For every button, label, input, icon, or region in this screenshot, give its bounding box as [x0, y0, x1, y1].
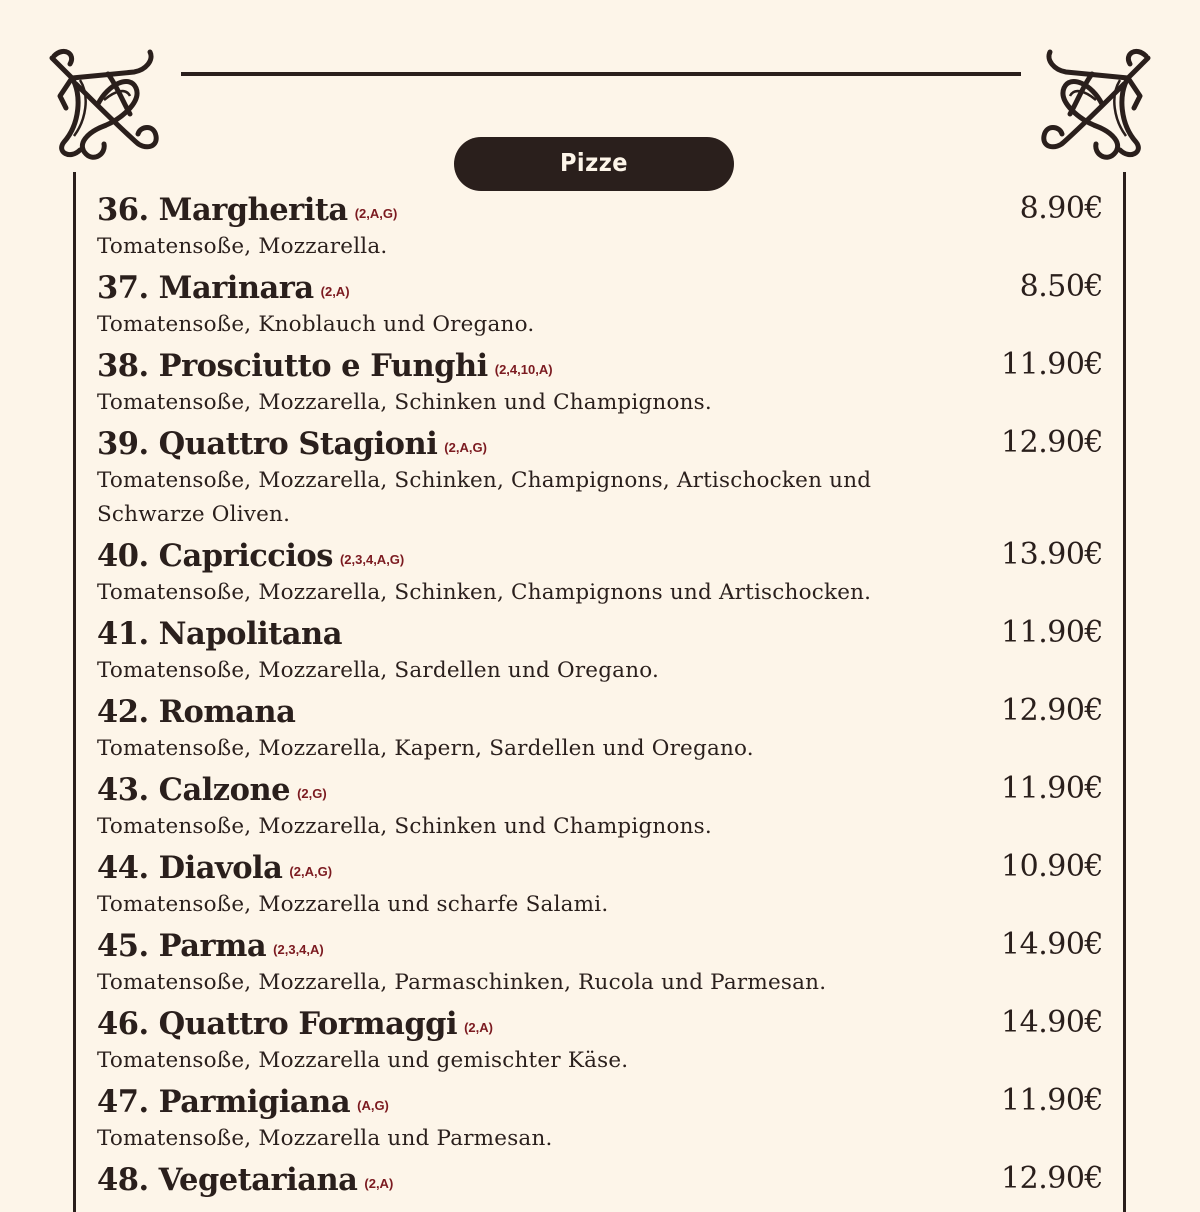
menu-item-description: Tomatensoße, Mozzarella, Parmaschinken, Rucola und Parmesan. [97, 970, 827, 995]
menu-item-description: Tomatensoße, Mozzarella, Schinken und Champignons. [97, 390, 712, 415]
menu-item-description: Tomatensoße, Mozzarella und scharfe Salami. [97, 892, 609, 917]
menu-item-name: 48. Vegetariana [97, 1162, 358, 1198]
menu-item-header [97, 766, 1103, 815]
menu-item-name: 39. Quattro Stagioni [97, 426, 438, 462]
menu-item-header [97, 610, 1103, 659]
menu-item [97, 688, 1103, 766]
allergen-codes: (2,A,G) [354, 206, 398, 221]
menu-item-price: 11.90€ [1001, 1083, 1103, 1118]
section-title-pizze: Pizze [454, 137, 734, 191]
allergen-codes: (2,A) [464, 1020, 493, 1035]
menu-item-header [97, 922, 1103, 971]
menu-item-header [97, 186, 1103, 235]
left-border-line [73, 172, 76, 1212]
menu-item-name: 46. Quattro Formaggi [97, 1006, 458, 1042]
menu-item-header [97, 1156, 1103, 1205]
allergen-codes: (2,A,G) [289, 864, 333, 879]
menu-item-header [97, 844, 1103, 893]
menu-item [97, 1000, 1103, 1078]
menu-item-description: Tomatensoße, Mozzarella, Schinken und Champignons. [97, 814, 712, 839]
allergen-codes: (2,A) [320, 284, 350, 299]
menu-item-price: 12.90€ [1001, 1161, 1103, 1196]
menu-item-price: 12.90€ [1001, 425, 1103, 460]
menu-item-header [97, 342, 1103, 391]
menu-item-name: 47. Parmigiana [97, 1084, 351, 1120]
allergen-codes: (2,G) [297, 786, 327, 801]
menu-item-price: 12.90€ [1001, 693, 1103, 728]
menu-item-price: 8.90€ [1019, 191, 1103, 226]
allergen-codes: (2,A) [364, 1176, 394, 1191]
menu-item [97, 922, 1103, 1000]
menu-item [97, 342, 1103, 420]
menu-item [97, 532, 1103, 610]
menu-item-description: Tomatensoße, Mozzarella, Kapern, Sardellen und Oregano. [97, 736, 754, 761]
menu-item-name: 43. Calzone [97, 772, 291, 808]
menu-item-price: 11.90€ [1001, 771, 1103, 806]
menu-item-price: 14.90€ [1001, 927, 1103, 962]
art-nouveau-swirl-icon [46, 44, 164, 164]
menu-item-name: 45. Parma [97, 928, 267, 964]
menu-item-header [97, 688, 1103, 737]
menu-item-name: 38. Prosciutto e Funghi [97, 348, 488, 384]
menu-item-price: 14.90€ [1001, 1005, 1103, 1040]
menu-item-name: 36. Margherita [97, 192, 348, 228]
allergen-codes: (2,A,G) [444, 440, 487, 455]
right-border-line [1123, 172, 1126, 1212]
menu-item-price: 13.90€ [1001, 537, 1103, 572]
menu-item-name: 41. Napolitana [97, 616, 342, 652]
menu-item-name: 44. Diavola [97, 850, 283, 886]
allergen-codes: (2,4,10,A) [494, 362, 553, 377]
menu-item [97, 844, 1103, 922]
art-nouveau-swirl-icon [1036, 44, 1154, 164]
menu-item-header [97, 264, 1103, 313]
menu-item [97, 1078, 1103, 1156]
menu-item [97, 610, 1103, 688]
menu-item-header [97, 420, 1103, 469]
menu-item-description: Tomatensoße, Mozzarella, Sardellen und Oregano. [97, 658, 660, 683]
menu-item-name: 37. Marinara [97, 270, 314, 306]
menu-item-price: 10.90€ [1001, 849, 1103, 884]
menu-item-price: 8.50€ [1019, 269, 1103, 304]
menu-item-name: 40. Capriccios [97, 538, 333, 574]
menu-item-description: Tomatensoße, Mozzarella und Parmesan. [97, 1126, 553, 1151]
menu-item [97, 1156, 1103, 1205]
menu-item [97, 420, 1103, 532]
allergen-codes: (2,3,4,A) [273, 942, 324, 957]
top-divider-line [181, 72, 1021, 76]
menu-item-description: Tomatensoße, Mozzarella. [97, 234, 388, 259]
menu-item-header [97, 532, 1103, 581]
menu-item-description: Tomatensoße, Mozzarella, Schinken, Champignons und Artischocken. [97, 580, 872, 605]
menu-item [97, 264, 1103, 342]
allergen-codes: (A,G) [357, 1098, 389, 1113]
menu-item [97, 186, 1103, 264]
menu-item-header [97, 1078, 1103, 1127]
menu-item-price: 11.90€ [1001, 347, 1103, 382]
menu-item-description: Tomatensoße, Mozzarella und gemischter Käse. [97, 1048, 629, 1073]
menu-item-list [97, 186, 1103, 1205]
menu-item-header [97, 1000, 1103, 1049]
menu-item-price: 11.90€ [1001, 615, 1103, 650]
menu-item-description: Tomatensoße, Mozzarella, Schinken, Champignons, Artischocken und Schwarze Oliven. [97, 468, 872, 527]
allergen-codes: (2,3,4,A,G) [339, 552, 405, 567]
menu-item-name: 42. Romana [97, 694, 296, 730]
menu-item-description: Tomatensoße, Knoblauch und Oregano. [97, 312, 535, 337]
menu-item [97, 766, 1103, 844]
